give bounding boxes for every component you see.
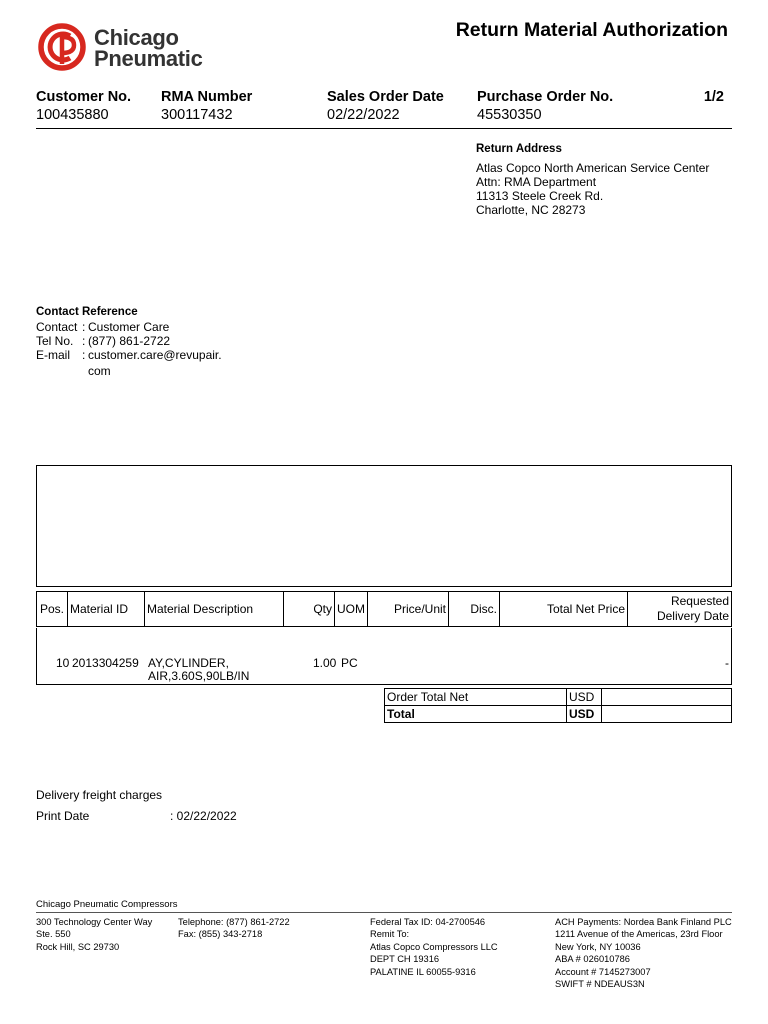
- print-date-value: : 02/22/2022: [170, 809, 237, 823]
- footer-bank-line: 1211 Avenue of the Americas, 23rd Floor: [555, 929, 723, 940]
- footer-address: [36, 916, 152, 953]
- col-pos: Pos.: [37, 592, 68, 627]
- footer-phones: [178, 916, 290, 941]
- order-total-net-value: [602, 689, 732, 706]
- brand-name-line2: Pneumatic: [94, 46, 203, 71]
- order-total-net-label: Order Total Net: [385, 689, 567, 706]
- footer-remit-line: PALATINE IL 60055-9316: [370, 966, 476, 977]
- footer-bank-line: Account # 7145273007: [555, 966, 651, 977]
- return-address-line: Charlotte, NC 28273: [476, 203, 586, 217]
- total-row: [385, 706, 732, 723]
- footer-divider: [36, 912, 732, 913]
- col-uom: UOM: [335, 592, 368, 627]
- footer-phone-line: Telephone: (877) 861-2722: [178, 917, 290, 927]
- purchase-order-value: 45530350: [477, 107, 542, 123]
- brand-name-line1: Chicago: [94, 25, 179, 50]
- tel-separator: :: [82, 334, 86, 348]
- tel-row: [36, 334, 170, 348]
- item-uom: PC: [341, 656, 358, 670]
- item-qty: 1.00: [313, 656, 337, 670]
- sales-order-date-value: 02/22/2022: [327, 107, 400, 123]
- item-requested-delivery: -: [725, 656, 729, 670]
- document-title: Return Material Authorization: [455, 19, 728, 41]
- item-pos: 10: [56, 656, 70, 670]
- email-value: customer.care@revupair.: [88, 348, 222, 362]
- sales-order-date-label: Sales Order Date: [327, 89, 444, 105]
- items-table: [36, 591, 732, 627]
- purchase-order-label: Purchase Order No.: [477, 89, 614, 105]
- footer-bank-line: SWIFT # NDEAUS3N: [555, 979, 645, 990]
- col-price-unit: Price/Unit: [368, 592, 449, 627]
- total-currency: USD: [567, 706, 602, 723]
- col-requested-delivery-date: [628, 592, 732, 627]
- return-address-title: Return Address: [476, 143, 562, 155]
- email-separator: :: [82, 348, 86, 362]
- chicago-pneumatic-logo-icon: [38, 22, 88, 72]
- footer-remit-line: Atlas Copco Compressors LLC: [370, 941, 498, 952]
- item-description: [148, 657, 249, 683]
- notes-box: [36, 465, 732, 587]
- col-disc: Disc.: [449, 592, 500, 627]
- email-label: E-mail: [36, 348, 71, 362]
- return-address-line: Atlas Copco North American Service Center: [476, 161, 710, 175]
- footer-remit: [370, 916, 498, 978]
- col-material-id: Material ID: [68, 592, 145, 627]
- col-total-net-price: Total Net Price: [500, 592, 628, 627]
- customer-no-value: 100435880: [36, 107, 109, 123]
- col-material-description: Material Description: [145, 592, 284, 627]
- item-material-id: 2013304259: [72, 656, 139, 670]
- total-value: [602, 706, 732, 723]
- return-address-line: 11313 Steele Creek Rd.: [476, 189, 604, 203]
- item-description-line1: AY,CYLINDER,: [148, 656, 229, 670]
- contact-label: Contact: [36, 320, 78, 334]
- print-date-label: Print Date: [36, 809, 90, 823]
- items-table-header: [37, 592, 732, 627]
- footer-bank-line: ABA # 026010786: [555, 954, 630, 965]
- contact-row: [36, 320, 169, 334]
- footer-company-name: Chicago Pneumatic Compressors: [36, 899, 178, 910]
- contact-separator: :: [82, 320, 86, 334]
- footer-remit-line: Federal Tax ID: 04-2700546: [370, 917, 486, 927]
- order-total-net-row: [385, 689, 732, 706]
- footer-address-line: Ste. 550: [36, 929, 71, 940]
- brand-name: [94, 27, 203, 69]
- col-requested-delivery-line2: Delivery Date: [656, 609, 729, 623]
- rma-number-value: 300117432: [161, 107, 233, 123]
- header-divider: [36, 128, 732, 129]
- contact-reference-title: Contact Reference: [36, 306, 138, 318]
- footer-remit-line: DEPT CH 19316: [370, 954, 440, 965]
- customer-no-label: Customer No.: [36, 89, 132, 105]
- return-address-line: Attn: RMA Department: [476, 175, 597, 189]
- tel-label: Tel No.: [36, 334, 74, 348]
- col-requested-delivery-line1: Requested: [670, 594, 729, 608]
- footer-phone-line: Fax: (855) 343-2718: [178, 929, 263, 940]
- return-address: [476, 161, 709, 217]
- order-total-net-currency: USD: [567, 689, 602, 706]
- delivery-freight-label: Delivery freight charges: [36, 788, 163, 802]
- footer-address-line: 300 Technology Center Way: [36, 917, 153, 927]
- rma-number-label: RMA Number: [161, 89, 253, 105]
- item-description-line2: AIR,3.60S,90LB/IN: [148, 669, 250, 683]
- total-label: Total: [385, 706, 567, 723]
- email-value-continued: com: [88, 364, 111, 378]
- totals-table: [384, 688, 732, 723]
- email-row: [36, 348, 222, 362]
- footer-remit-line: Remit To:: [370, 929, 410, 940]
- tel-value: (877) 861-2722: [88, 334, 171, 348]
- contact-value: Customer Care: [88, 320, 170, 334]
- footer-bank: [555, 916, 732, 990]
- footer-bank-line: New York, NY 10036: [555, 941, 641, 952]
- col-qty: Qty: [284, 592, 335, 627]
- page-number: 1/2: [703, 89, 724, 105]
- footer-address-line: Rock Hill, SC 29730: [36, 941, 120, 952]
- footer-bank-line: ACH Payments: Nordea Bank Finland PLC: [555, 917, 732, 927]
- items-table-body: [36, 628, 732, 685]
